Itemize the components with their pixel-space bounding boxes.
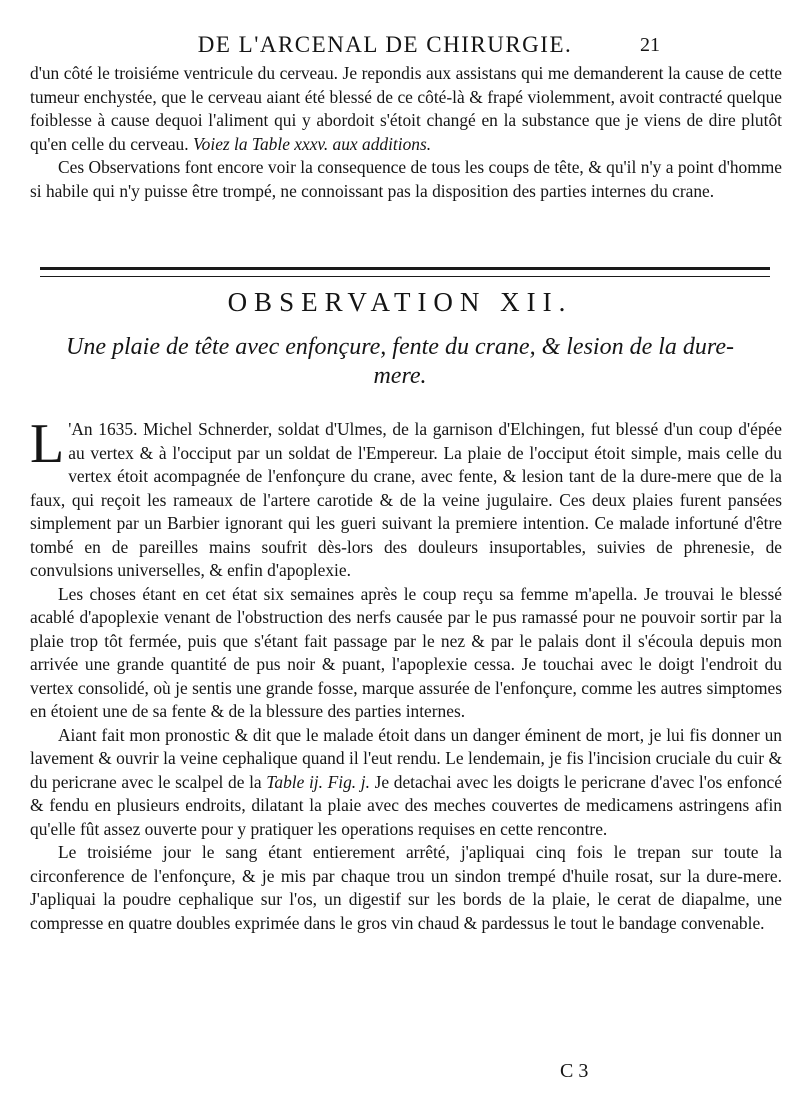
observation-subtitle: Une plaie de tête avec enfonçure, fente du crane, & lesion de la dure-mere. [66, 334, 734, 389]
paragraph: Ces Observations font encore voir la consequence de tous les coups de tête, & qu'il n'y a point d'homme si habile qui n'y puisse être trompé, ne connoissant pas la disposition des parties internes du crane. [30, 157, 782, 201]
table-reference: Voiez la Table xxxv. aux additions. [192, 133, 432, 154]
paragraph-text: 'An 1635. Michel Schnerder, soldat d'Ulmes, de la garnison d'Elchingen, fut blessé d'un coup d'épée au vertex & à l'occiput par un soldat de l'Empereur. La plaie de l'occiput étoit simple, mais celle du vertex étoit acompagnée de l'enfonçure du crane, avec fente, & lesion tant de la dure-mere que de la faux, qui reçoit les rameaux de l'artere carotide & de la veine jugulaire. Ces deux plaies furent pansées simplement par un Barbier ignorant qui les gueri suivant la premiere intention. Ce malade infortuné d'être tombé en de pareilles mains soufrit dès-lors des douleurs insuportables, suivies de phrenesie, de convulsions universelles, & enfin d'apoplexie. [30, 419, 782, 580]
signature-mark: C 3 [560, 1060, 589, 1082]
intro-text [30, 62, 782, 203]
observation-heading: OBSERVATION XII. [227, 287, 573, 317]
page-header [0, 32, 800, 62]
observation-body [30, 413, 782, 935]
paragraph [30, 62, 782, 156]
running-title: DE L'ARCENAL DE CHIRURGIE. [197, 32, 573, 57]
section-divider [40, 267, 770, 277]
paragraph-text: d'un côté le troisiéme ventricule du cerveau. Je repondis aux assistans qui me demanderent la cause de cette tumeur enchystée, que le cerveau aiant été blessé de ce côté-là & frapé violemment, avoit contracté quelque foiblesse à cause dequoi l'aliment qui y abordoit s'étoit changé en la substance que je viens de dire plutôt qu'en celle du cerveau. [30, 63, 782, 154]
page-number: 21 [640, 34, 660, 56]
drop-cap: L [30, 413, 65, 475]
paragraph [30, 724, 782, 842]
paragraph: Le troisiéme jour le sang étant entierement arrêté, j'apliquai cinq fois le trepan sur toute la circonference de l'enfonçure, & je mis par chaque trou un sindon trempé d'huile rosat, sur la dure-mere. J'apliquai la poudre cephalique sur l'os, un digestif sur les bords de la plaie, le cerat de diapalme, une compresse en quatre doubles exprimée dans le gros vin chaud & pardessus le tout le bandage convenable. [30, 842, 782, 933]
paragraph-text: Je detachai avec les doigts le pericrane d'avec l'os enfoncé & fendu en plusieurs endroits, dilatant la plaie avec des meches couvertes de medicamens astringens afin qu'elle fût assez ouverte pour y pratiquer les operations requises en cette rencontre. [30, 771, 782, 839]
paragraph [30, 413, 782, 583]
paragraph-text: Aiant fait mon pronostic & dit que le malade étoit dans un danger éminent de mort, je lui fis donner un lavement & ouvrir la veine cephalique quand il l'eut rendu. Le lendemain, je fis l'incision cruciale du cuir & du pericrane avec le scalpel de la [30, 724, 782, 792]
table-reference: Table ij. Fig. j. [266, 771, 370, 792]
paragraph: Les choses étant en cet état six semaines après le coup reçu sa femme m'apella. Je trouvai le blessé acablé d'apoplexie venant de l'obstruction des nerfs causée par le pus ramassé pour ne pouvoir sortir par la plaie trop tôt fermée, puis que s'étant fait passage par le nez & par le palais dont il s'écoula depuis mon arrivée une grande quantité de pus noir & puant, l'apoplexie cessa. Je touchai avec le doigt l'endroit du vertex consolidé, où je sentis une grande fosse, marque assurée de l'enfonçure, comme les autres simptomes en étoient une de sa fente & de la blessure des parties internes. [30, 583, 782, 721]
